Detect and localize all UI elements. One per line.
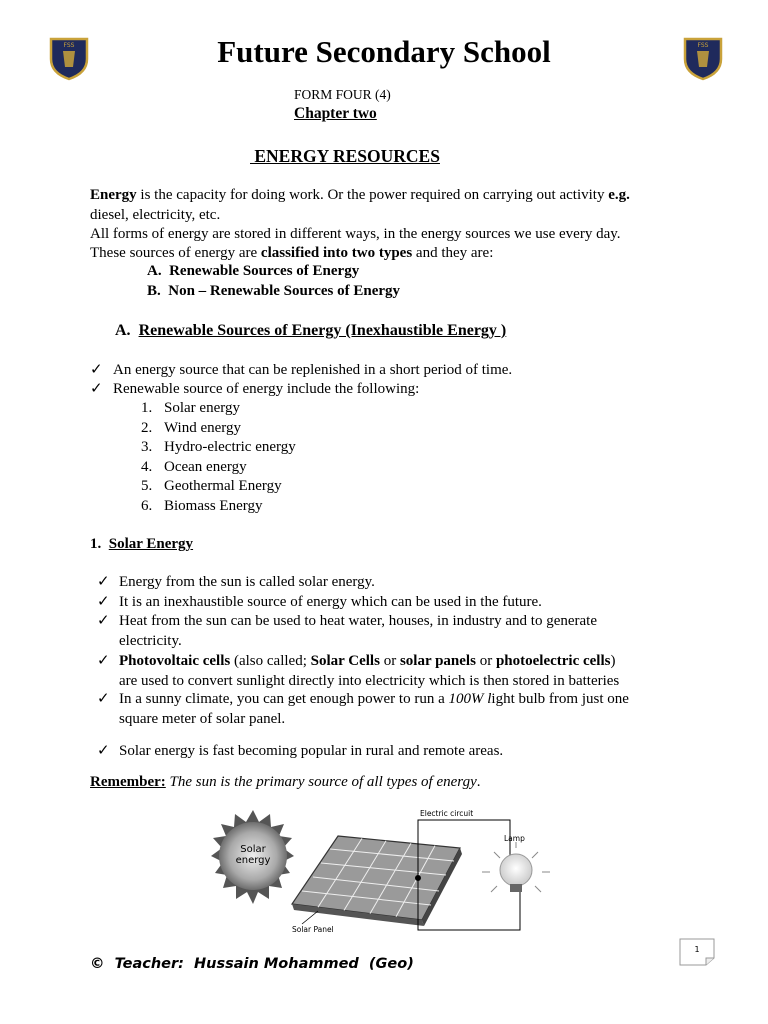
chapter-heading: Chapter two (294, 105, 377, 122)
solar-title: Solar Energy (108, 536, 194, 552)
list-text: Solar energy (164, 400, 240, 416)
school-title: Future Secondary School (217, 34, 551, 69)
main-title: ENERGY RESOURCES (250, 146, 440, 166)
intro-text: is the capacity for doing work. Or the power required on carrying out activity (136, 187, 609, 203)
list-item (141, 497, 296, 517)
list-item (141, 419, 296, 439)
bullet-text (119, 690, 737, 710)
bullet-text: Renewable source of energy include the following: (113, 381, 420, 397)
solar-heading (90, 536, 193, 553)
type-b: B. Non – Renewable Sources of Energy (147, 283, 401, 299)
solar-bullet-3 (97, 612, 717, 651)
renewable-list (141, 399, 296, 516)
energy-term: Energy (90, 187, 137, 203)
remember-note (90, 774, 480, 791)
solar-panel-icon (292, 836, 462, 934)
section-a-title: Renewable Sources of Energy (Inexhaustible Energy ) (138, 322, 507, 339)
text-run: ) (610, 653, 616, 669)
list-text: Wind energy (164, 419, 242, 436)
sun-icon (211, 810, 294, 904)
solar-energy-diagram (190, 808, 552, 936)
list-number: 6. (141, 497, 153, 514)
text-run: (also called; (230, 653, 311, 669)
eg-label: e.g. (608, 187, 630, 203)
list-number: 3. (141, 439, 153, 455)
list-item (141, 399, 296, 419)
solar-panels-bold: solar panels (399, 653, 476, 669)
type-a: A. Renewable Sources of Energy (147, 263, 360, 279)
check-icon: ✓ (97, 653, 110, 669)
list-text: Biomass Energy (164, 497, 263, 514)
check-icon: ✓ (97, 574, 110, 590)
text-run: or (379, 653, 400, 669)
check-icon: ✓ (97, 594, 110, 610)
bullet-text-cont: are used to convert sunlight directly into electricity which is then stored in batteries (119, 672, 620, 689)
list-number: 5. (141, 478, 153, 494)
circuit-label: Electric circuit (420, 809, 474, 818)
solar-bullet-2 (97, 593, 717, 613)
check-icon: ✓ (97, 613, 110, 629)
list-text: Hydro-electric energy (164, 439, 296, 455)
solar-bullet-4 (97, 652, 737, 691)
photoelectric-bold: photoelectric cells (495, 653, 611, 669)
panel-label: Solar Panel (292, 925, 334, 934)
page-number-box (679, 938, 715, 966)
intro-paragraph-3 (90, 244, 690, 264)
solar-bullet-5 (97, 690, 737, 729)
check-icon: ✓ (97, 743, 110, 759)
bullet-text: It is an inexhaustible source of energy which can be used in the future. (119, 594, 542, 610)
solar-cells-bold: Solar Cells (310, 653, 380, 669)
bullet-text (119, 652, 737, 672)
italic-100w: 100W l (448, 691, 492, 707)
list-number: 4. (141, 458, 153, 475)
text-run: ight bulb from just one (491, 691, 629, 707)
remember-end: . (476, 774, 481, 790)
intro-text-4: and they are: (412, 245, 494, 261)
intro-text-2: diesel, electricity, etc. (90, 206, 221, 223)
remember-label: Remember: (90, 774, 166, 790)
bullet-text: Energy from the sun is called solar energy. (119, 574, 375, 590)
list-item (141, 458, 296, 478)
svg-text:FSS: FSS (63, 42, 75, 49)
form-line: FORM FOUR (4) (294, 87, 391, 102)
list-number: 2. (141, 419, 153, 436)
lamp-icon (482, 842, 550, 892)
bullet-text-cont: square meter of solar panel. (119, 710, 286, 727)
footer-teacher: © Teacher: Hussain Mohammed (Geo) (90, 956, 414, 972)
section-a-letter: A. (115, 322, 131, 339)
section-a-bullet-1 (90, 361, 710, 381)
solar-bullet-1 (97, 573, 717, 593)
classified-bold: classified into two types (260, 245, 413, 261)
lamp-label: Lamp (504, 834, 525, 843)
list-number: 1. (141, 400, 153, 416)
text-run: In a sunny climate, you can get enough power to run a (119, 691, 449, 707)
bullet-text: Solar energy is fast becoming popular in rural and remote areas. (119, 743, 504, 759)
intro-paragraph-2: All forms of energy are stored in different ways, in the energy sources we use every day. (90, 226, 621, 242)
check-icon: ✓ (90, 381, 103, 397)
intro-text-3: These sources of energy are (90, 245, 261, 261)
page-number: 1 (694, 945, 700, 954)
intro-paragraph-1 (90, 186, 690, 225)
svg-text:FSS: FSS (697, 42, 709, 49)
solar-number: 1. (90, 536, 102, 552)
bullet-text: An energy source that can be replenished in a short period of time. (113, 362, 513, 378)
solar-bullet-6 (97, 742, 737, 762)
section-a-heading (115, 322, 506, 340)
bullet-text-cont: electricity. (119, 632, 182, 649)
list-item (141, 438, 296, 458)
list-text: Ocean energy (164, 458, 247, 475)
list-text: Geothermal Energy (164, 478, 282, 494)
check-icon: ✓ (97, 691, 110, 707)
section-a-bullet-2 (90, 380, 710, 400)
photovoltaic-bold: Photovoltaic cells (119, 653, 231, 669)
sun-label-1: Solar (240, 844, 266, 855)
sun-label-2: energy (235, 855, 271, 866)
remember-text: The sun is the primary source of all types of energy (165, 774, 477, 790)
list-item (141, 477, 296, 497)
text-run: or (475, 653, 496, 669)
bullet-text: Heat from the sun can be used to heat water, houses, in industry and to generate (119, 613, 598, 629)
check-icon: ✓ (90, 362, 103, 378)
